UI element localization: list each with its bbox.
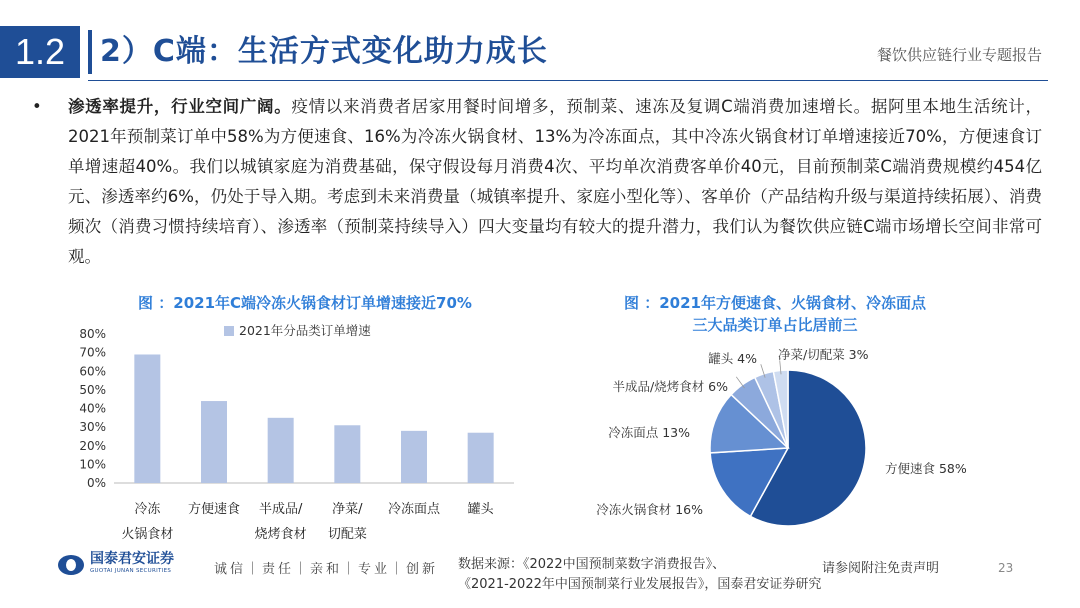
pie-chart-title-line-1: 图 ：2021年方便速食、火锅食材、冷冻面点 — [624, 294, 926, 312]
disclaimer-link: 请参阅附注免责声明 — [822, 561, 940, 576]
y-tick-label: 10% — [79, 457, 106, 472]
x-tick-label: 冷冻面点 — [387, 502, 441, 517]
bar-chart — [64, 315, 524, 555]
data-source — [458, 555, 821, 595]
title-accent-bar — [88, 30, 92, 74]
y-tick-label: 40% — [79, 401, 106, 416]
x-tick-label: 净菜/ — [332, 502, 363, 517]
page-title: 2）C端：生活方式变化助力成长 — [100, 34, 548, 69]
data-source-line-1: 数据来源：《2022中国预制菜数字消费报告》、 — [458, 557, 726, 572]
lead-sentence: 渗透率提升，行业空间广阔。 — [68, 97, 292, 116]
company-slogan: 诚信｜责任｜亲和｜专业｜创新 — [214, 562, 439, 577]
legend-swatch — [224, 326, 234, 336]
y-tick-label: 80% — [79, 327, 106, 341]
pie-chart-title — [590, 292, 960, 336]
page-number: 23 — [998, 561, 1014, 575]
company-logo — [58, 553, 174, 577]
paragraph-text: 疫情以来消费者居家用餐时间增多，预制菜、速冻及复调C端消费加速增长。据阿里本地生活统计，2021年预制菜订单中58%为方便速食、16%为冷冻火锅食材、13%为冷冻面点，其中冷冻火锅食材订单增速接近70%，方便速食订单增速超40%。我们以城镇家庭为消费基础，保守假设每月消费4次、平均单次消费客单价40元，目前预制菜C端消费规模约454亿元、渗透率约6%，仍处于导入期。考虑到未来消费量（城镇率提升、家庭小型化等）、客单价（产品结构升级与渠道持续拓展）、消费频次（消费习惯持续培育）、渗透率（预制菜持续导入）四大变量均有较大的提升潜力，我们认为餐饮供应链C端市场增长空间非常可观。 — [68, 97, 1042, 266]
x-tick-label: 切配菜 — [327, 527, 367, 542]
legend-label: 2021年分品类订单增速 — [239, 323, 371, 338]
bar — [201, 401, 227, 483]
x-tick-label: 火锅食材 — [121, 527, 174, 542]
body-paragraph — [68, 92, 1042, 272]
slice-label: 半成品/烧烤食材 6% — [612, 379, 728, 394]
slice-label: 方便速食 58% — [885, 461, 967, 476]
body-text — [32, 92, 1042, 272]
y-tick-label: 60% — [79, 364, 106, 379]
section-number: 1.2 — [0, 26, 80, 78]
slice-label: 净菜/切配菜 3% — [778, 347, 869, 362]
x-tick-label: 罐头 — [467, 502, 494, 517]
report-name: 餐饮供应链行业专题报告 — [876, 46, 1042, 64]
bar — [401, 431, 427, 483]
bullet-marker: • — [32, 97, 42, 116]
pie-chart-title-line-2: 三大品类订单占比居前三 — [692, 316, 858, 334]
x-tick-label: 半成品/ — [258, 502, 303, 517]
y-tick-label: 70% — [79, 345, 106, 360]
slice-label: 罐头 4% — [708, 351, 757, 366]
logo-icon — [58, 555, 84, 575]
logo-english-name: GUOTAI JUNAN SECURITIES — [90, 568, 172, 574]
bar — [468, 433, 494, 483]
bar — [268, 418, 294, 483]
logo-name: 国泰君安证券 — [90, 551, 174, 567]
x-tick-label: 方便速食 — [187, 502, 241, 517]
y-tick-label: 50% — [79, 382, 106, 397]
bar — [334, 425, 360, 483]
y-tick-label: 20% — [79, 438, 106, 453]
pie-chart — [580, 340, 980, 540]
x-tick-label: 冷冻 — [134, 502, 161, 517]
y-tick-label: 30% — [79, 420, 106, 435]
bar — [134, 354, 160, 483]
slice-label: 冷冻面点 13% — [608, 425, 690, 440]
header-divider — [88, 80, 1048, 81]
y-tick-label: 0% — [86, 476, 106, 490]
bar-chart-title: 图 ：2021年C端冷冻火锅食材订单增速接近70% — [138, 294, 472, 312]
slice-label: 冷冻火锅食材 16% — [596, 502, 703, 517]
data-source-line-2: 《2021-2022年中国预制菜行业发展报告》，国泰君安证券研究 — [458, 577, 822, 592]
x-tick-label: 烧烤食材 — [254, 527, 307, 542]
